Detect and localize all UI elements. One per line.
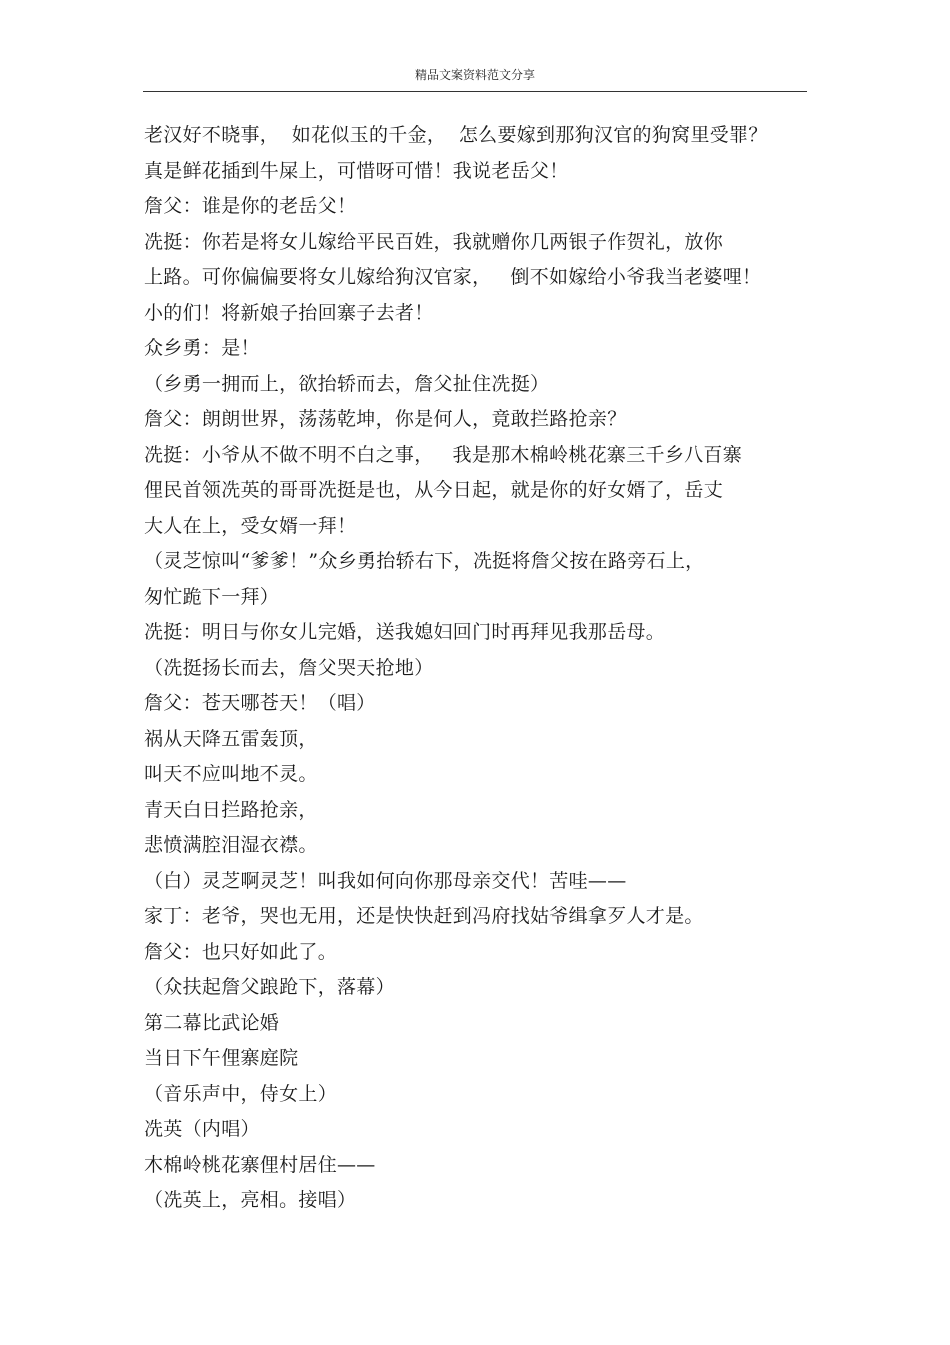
text-line: （灵芝惊叫“爹爹！”众乡勇抬轿右下，冼挺将詹父按在路旁石上， (144, 550, 705, 572)
text-line: 老汉好不晓事， 如花似玉的千金， 怎么要嫁到那狗汉官的狗窝里受罪？ (144, 124, 768, 146)
text-line: （冼挺扬长而去，詹父哭天抢地） (144, 656, 434, 679)
text-line: 詹父：苍天哪苍天！（唱） (144, 692, 376, 714)
text-line: 小的们！将新娘子抬回寨子去者！ (144, 301, 434, 324)
text-line: 詹父：朗朗世界，荡荡乾坤，你是何人，竟敢拦路抢亲？ (144, 408, 627, 430)
script-body (144, 118, 814, 1219)
text-line: （乡勇一拥而上，欲抬轿而去，詹父扯住冼挺） (144, 372, 550, 395)
text-line: （音乐声中，侍女上） (144, 1082, 338, 1105)
text-line: 冼挺：小爷从不做不明不白之事， 我是那木棉岭桃花寨三千乡八百寨 (144, 443, 743, 466)
text-line: （众扶起詹父踉跄下，落幕） (144, 976, 395, 998)
header-divider (143, 91, 807, 92)
text-line: 詹父：也只好如此了。 (144, 940, 338, 963)
text-line: 第二幕比武论婚 (144, 1011, 280, 1034)
text-line: 木棉岭桃花寨俚村居住—— (144, 1153, 376, 1176)
page-header: 精品文案资料范文分享 (414, 68, 535, 82)
text-line: 真是鲜花插到牛屎上，可惜呀可惜！我说老岳父！ (144, 159, 569, 182)
text-line: 众乡勇：是！ (144, 337, 260, 359)
text-line: 冼英（内唱） (144, 1118, 260, 1140)
text-line: 上路。可你偏偏要将女儿嫁给狗汉官家， 倒不如嫁给小爷我当老婆哩！ (144, 266, 762, 288)
text-line: 悲愤满腔泪湿衣襟。 (144, 834, 318, 856)
text-line: 冼挺：明日与你女儿完婚，送我媳妇回门时再拜见我那岳母。 (144, 621, 666, 643)
text-line: 当日下午俚寨庭院 (144, 1047, 299, 1069)
text-line: 大人在上，受女婿一拜！ (144, 514, 357, 537)
text-line: 家丁：老爷，哭也无用，还是快快赶到冯府找姑爷缉拿歹人才是。 (144, 905, 704, 927)
text-line: 冼挺：你若是将女儿嫁给平民百姓，我就赠你几两银子作贺礼，放你 (144, 230, 724, 253)
text-line: （白）灵芝啊灵芝！叫我如何向你那母亲交代！苦哇—— (144, 869, 627, 892)
text-line: 祸从天降五雷轰顶， (144, 727, 318, 750)
text-line: 匆忙跪下一拜） (144, 585, 280, 608)
text-line: （冼英上，亮相。接唱） (144, 1189, 357, 1211)
text-line: 叫天不应叫地不灵。 (144, 763, 318, 785)
text-line: 俚民首领冼英的哥哥冼挺是也，从今日起，就是你的好女婿了，岳丈 (144, 479, 724, 501)
text-line: 詹父：谁是你的老岳父！ (144, 195, 357, 217)
text-line: 青天白日拦路抢亲， (144, 798, 318, 821)
